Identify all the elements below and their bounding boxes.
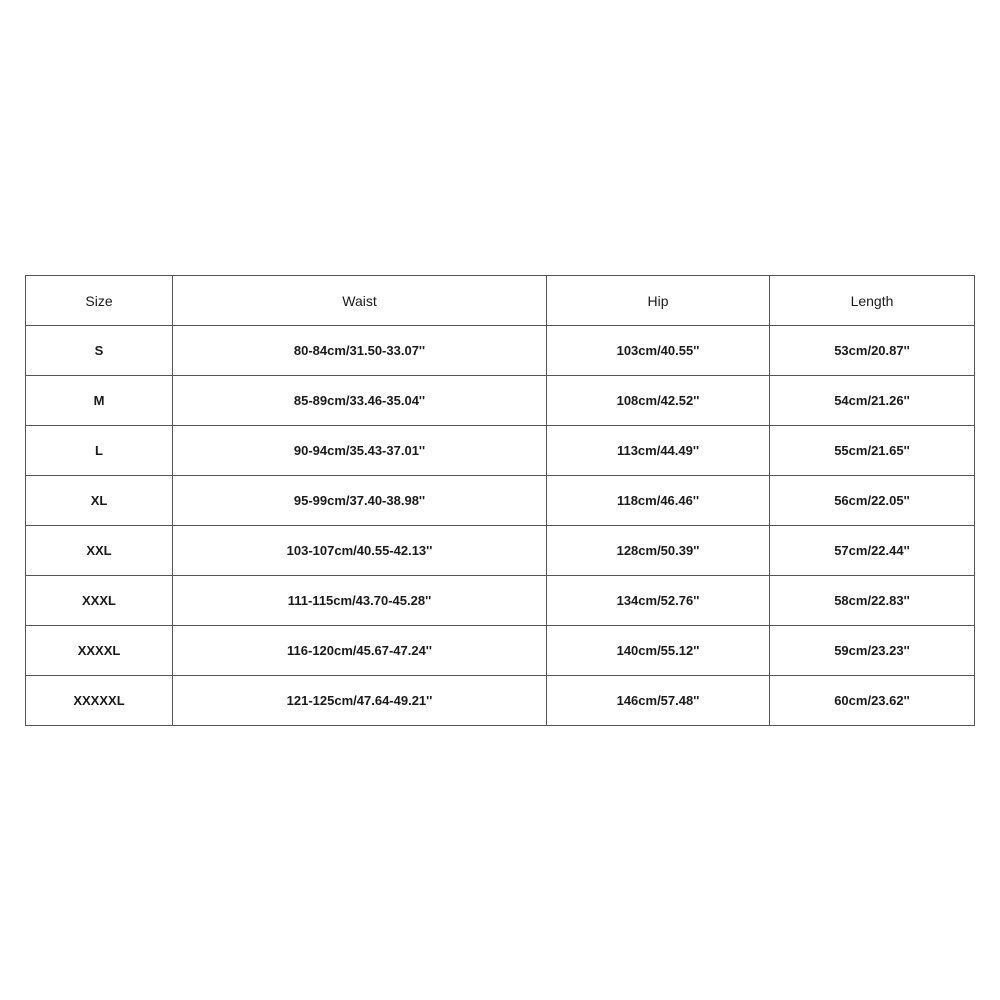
- waist-cell: 90-94cm/35.43-37.01'': [173, 426, 547, 476]
- table-row: [26, 526, 975, 576]
- size-cell: XXXXXL: [26, 676, 173, 726]
- size-cell: XXXXL: [26, 626, 173, 676]
- table-row: [26, 626, 975, 676]
- hip-cell: 140cm/55.12'': [547, 626, 770, 676]
- hip-cell: 103cm/40.55'': [547, 326, 770, 376]
- waist-cell: 95-99cm/37.40-38.98'': [173, 476, 547, 526]
- length-cell: 59cm/23.23'': [770, 626, 975, 676]
- table-header: [26, 276, 975, 326]
- header-hip: Hip: [547, 276, 770, 326]
- table-row: [26, 426, 975, 476]
- hip-cell: 118cm/46.46'': [547, 476, 770, 526]
- waist-cell: 85-89cm/33.46-35.04'': [173, 376, 547, 426]
- length-cell: 57cm/22.44'': [770, 526, 975, 576]
- hip-cell: 128cm/50.39'': [547, 526, 770, 576]
- hip-cell: 134cm/52.76'': [547, 576, 770, 626]
- waist-cell: 116-120cm/45.67-47.24'': [173, 626, 547, 676]
- hip-cell: 108cm/42.52'': [547, 376, 770, 426]
- waist-cell: 121-125cm/47.64-49.21'': [173, 676, 547, 726]
- length-cell: 54cm/21.26'': [770, 376, 975, 426]
- size-cell: XXXL: [26, 576, 173, 626]
- length-cell: 58cm/22.83'': [770, 576, 975, 626]
- table-row: [26, 576, 975, 626]
- length-cell: 53cm/20.87'': [770, 326, 975, 376]
- waist-cell: 80-84cm/31.50-33.07'': [173, 326, 547, 376]
- waist-cell: 103-107cm/40.55-42.13'': [173, 526, 547, 576]
- hip-cell: 146cm/57.48'': [547, 676, 770, 726]
- length-cell: 60cm/23.62'': [770, 676, 975, 726]
- table-body: [26, 326, 975, 726]
- header-row: [26, 276, 975, 326]
- waist-cell: 111-115cm/43.70-45.28'': [173, 576, 547, 626]
- size-cell: M: [26, 376, 173, 426]
- length-cell: 55cm/21.65'': [770, 426, 975, 476]
- length-cell: 56cm/22.05'': [770, 476, 975, 526]
- table-row: [26, 376, 975, 426]
- table-row: [26, 476, 975, 526]
- header-size: Size: [26, 276, 173, 326]
- table-row: [26, 676, 975, 726]
- header-length: Length: [770, 276, 975, 326]
- table-row: [26, 326, 975, 376]
- size-cell: XL: [26, 476, 173, 526]
- size-cell: S: [26, 326, 173, 376]
- size-chart-table: [25, 275, 975, 726]
- header-waist: Waist: [173, 276, 547, 326]
- size-cell: L: [26, 426, 173, 476]
- hip-cell: 113cm/44.49'': [547, 426, 770, 476]
- size-cell: XXL: [26, 526, 173, 576]
